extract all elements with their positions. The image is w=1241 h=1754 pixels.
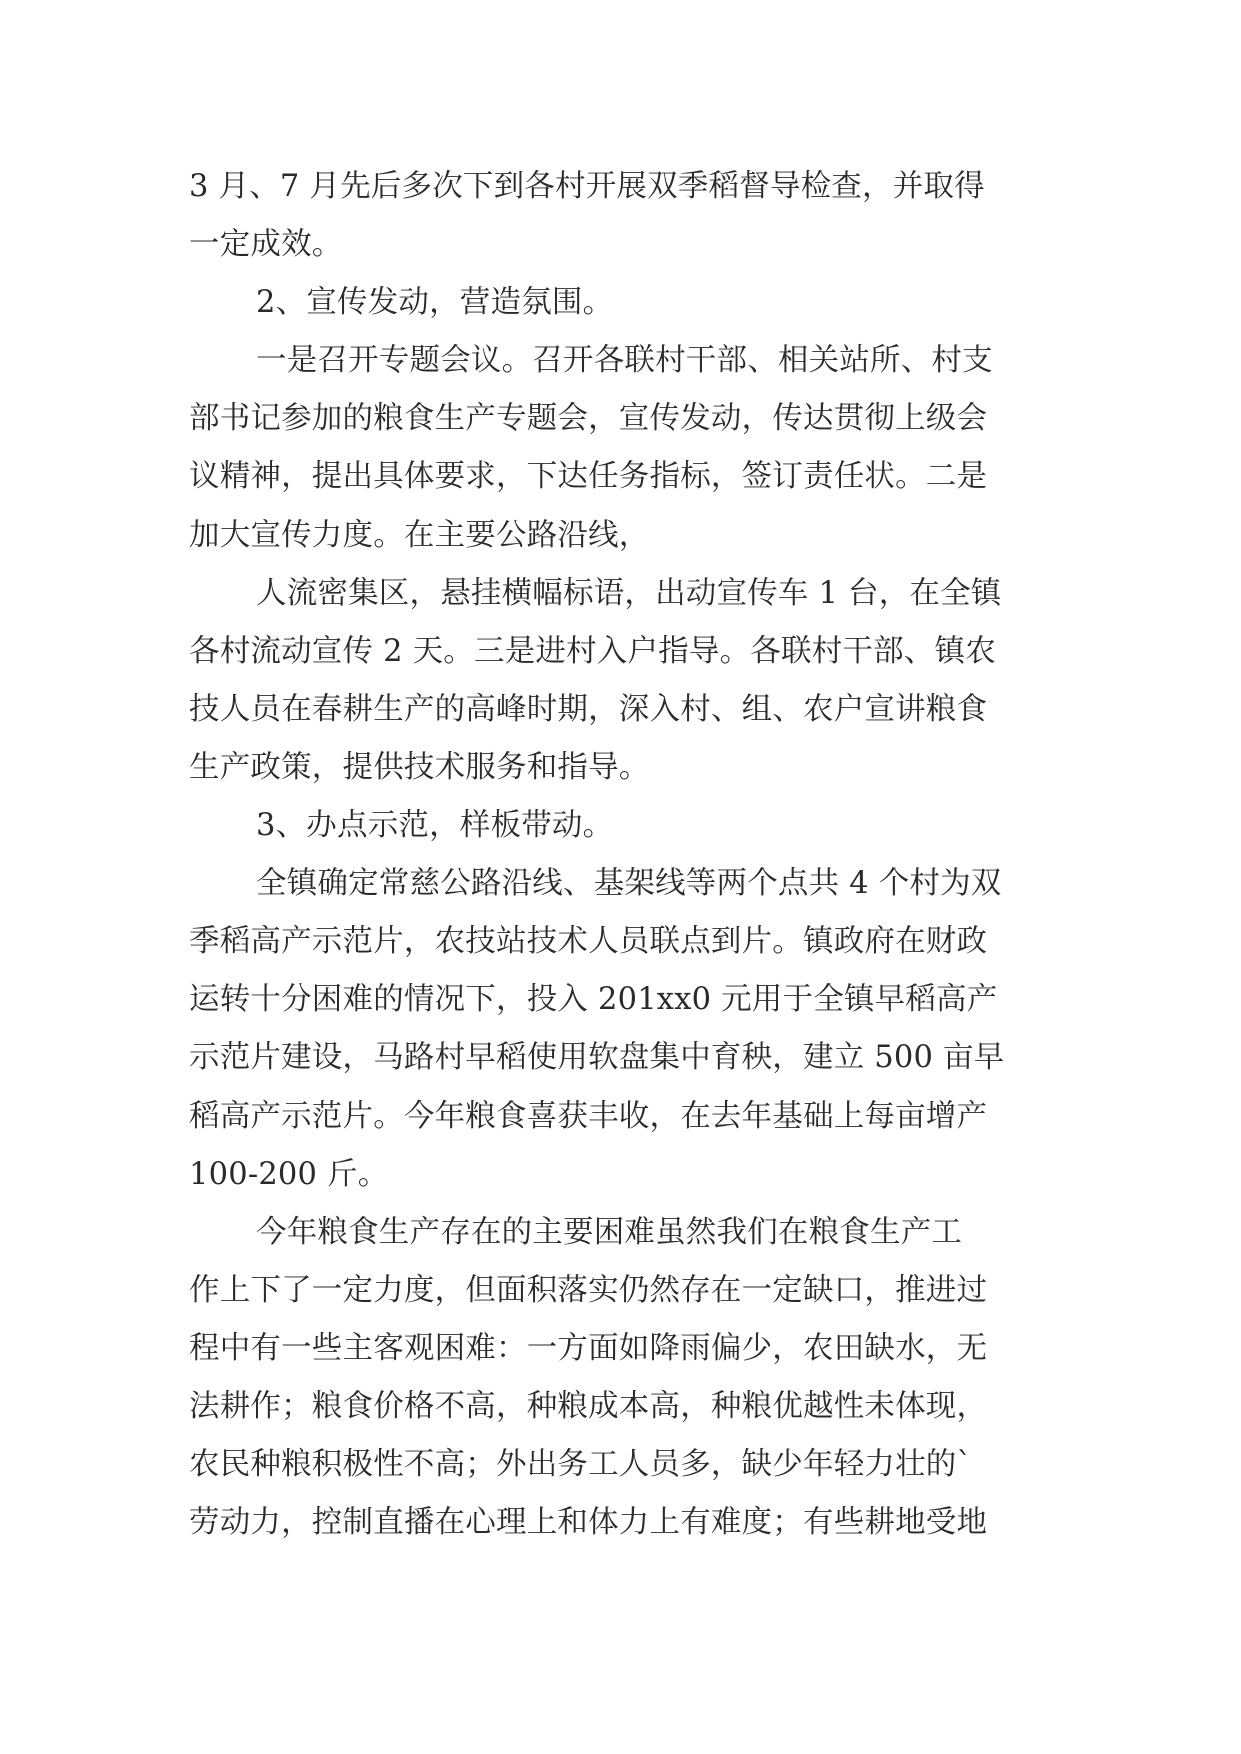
section-heading: 3、办点示范，样板带动。: [256, 808, 614, 844]
document-body: [189, 158, 1069, 1552]
text-line: 3 月、7 月先后多次下到各村开展双季稻督导检查，并取得: [189, 169, 985, 204]
text-line: 生产政策，提供技术服务和指导。: [189, 749, 650, 785]
text-line: 加大宣传力度。在主要公路沿线，: [189, 517, 650, 553]
text-line: 技人员在春耕生产的高峰时期，深入村、组、农户宣讲粮食: [189, 691, 988, 727]
text-line: 一定成效。: [189, 227, 343, 263]
text-line: 稻高产示范片。今年粮食喜获丰收，在去年基础上每亩增产: [189, 1098, 988, 1134]
text-line: 全镇确定常慈公路沿线、基架线等两个点共 4 个村为双: [256, 866, 1002, 902]
text-line: 今年粮食生产存在的主要困难虽然我们在粮食生产工: [256, 1214, 963, 1250]
text-line: 法耕作；粮食价格不高，种粮成本高，种粮优越性未体现，: [189, 1388, 988, 1424]
text-line: 季稻高产示范片，农技站技术人员联点到片。镇政府在财政: [189, 924, 988, 960]
text-line: 人流密集区，悬挂横幅标语，出动宣传车 1 台，在全镇: [256, 575, 1002, 611]
text-line: 部书记参加的粮食生产专题会，宣传发动，传达贯彻上级会: [189, 401, 988, 437]
text-line: 示范片建设，马路村早稻使用软盘集中育秧，建立 500 亩早: [189, 1040, 1005, 1076]
section-heading: 2、宣传发动，营造氛围。: [256, 285, 614, 321]
text-line: 100-200 斤。: [189, 1156, 389, 1192]
text-line: 程中有一些主客观困难：一方面如降雨偏少，农田缺水，无: [189, 1330, 988, 1366]
text-line: 运转十分困难的情况下，投入 201xx0 元用于全镇早稻高产: [189, 982, 998, 1018]
text-line: 各村流动宣传 2 天。三是进村入户指导。各联村干部、镇农: [189, 633, 996, 669]
text-line: 议精神，提出具体要求，下达任务指标，签订责任状。二是: [189, 459, 988, 495]
text-line: 作上下了一定力度，但面积落实仍然存在一定缺口，推进过: [189, 1272, 988, 1308]
text-line: 劳动力，控制直播在心理上和体力上有难度；有些耕地受地: [189, 1505, 988, 1541]
text-line: 农民种粮积极性不高；外出务工人员多，缺少年轻力壮的`: [189, 1447, 972, 1483]
text-line: 一是召开专题会议。召开各联村干部、相关站所、村支: [256, 343, 993, 379]
